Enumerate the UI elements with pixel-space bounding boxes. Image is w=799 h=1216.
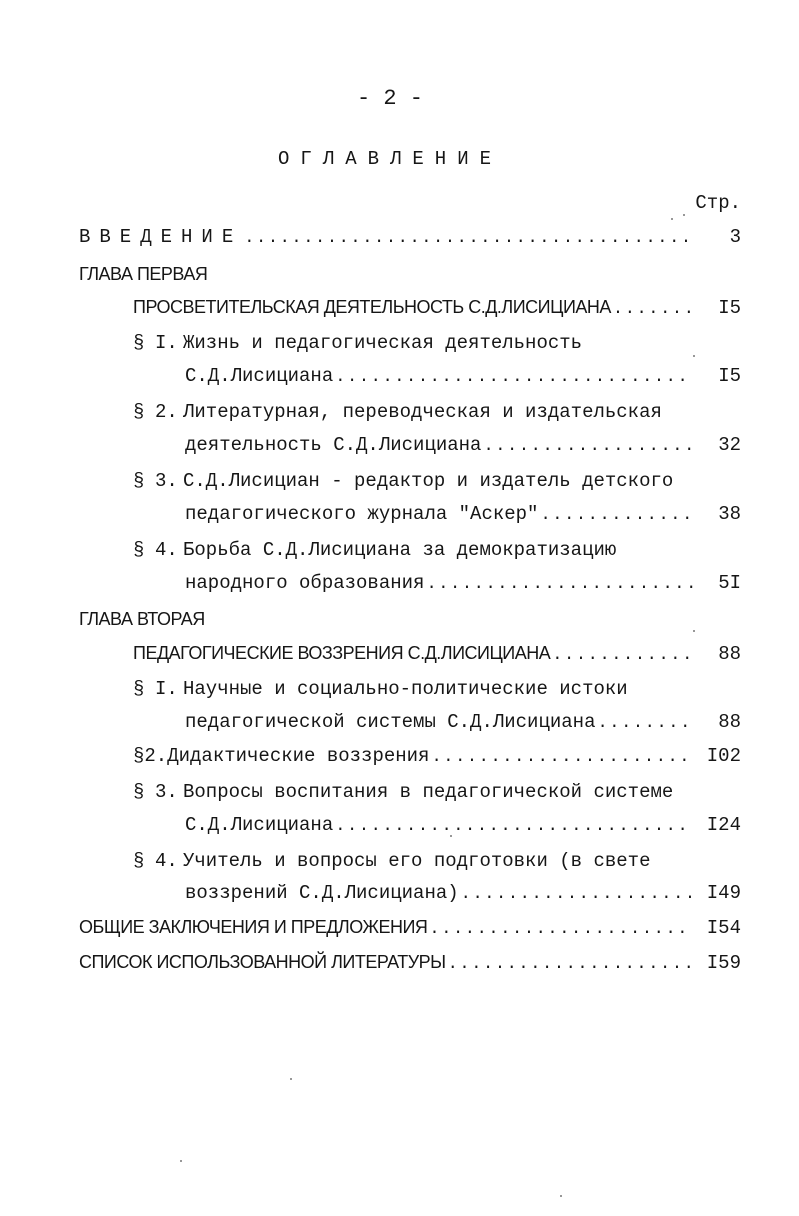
section-title: Вопросы воспитания в педагогической системе: [183, 781, 674, 803]
toc-section-continuation[interactable]: [185, 713, 741, 732]
toc-section-continuation[interactable]: [185, 574, 741, 593]
dot-leader: [431, 749, 693, 766]
dot-leader: [426, 576, 693, 593]
toc-entry-chapter-2[interactable]: [133, 644, 741, 664]
toc-entry-page: I5: [718, 365, 741, 387]
section-number: 2.: [155, 401, 178, 423]
section-title: Учитель и вопросы его подготовки (в свете: [183, 850, 651, 872]
dot-leader: [597, 715, 693, 732]
scan-speck: [290, 1078, 292, 1080]
section-sign: §: [133, 332, 145, 354]
toc-entry-page: 32: [718, 434, 741, 456]
chapter-heading: ГЛАВА ВТОРАЯ: [79, 609, 205, 629]
toc-section-heading[interactable]: [133, 678, 628, 700]
toc-entry-page: I24: [706, 814, 741, 836]
section-sign: §: [133, 470, 145, 492]
toc-section-heading[interactable]: [133, 332, 582, 354]
toc-entry-page: 3: [729, 226, 741, 248]
toc-entry-title: С.Д.Лисициана: [185, 365, 334, 387]
scan-speck: [450, 835, 452, 837]
section-sign: §: [133, 401, 145, 423]
dot-leader: [540, 507, 693, 524]
section-sign: §: [133, 850, 145, 872]
dot-leader: [244, 230, 693, 247]
toc-entry-page: I49: [706, 882, 741, 904]
toc-entry-page: I59: [706, 952, 741, 974]
toc-entry-title: ПЕДАГОГИЧЕСКИЕ ВОЗЗРЕНИЯ С.Д.ЛИСИЦИАНА: [133, 643, 551, 663]
toc-entry-title: Дидактические воззрения: [167, 745, 430, 767]
chapter-heading: ГЛАВА ПЕРВАЯ: [79, 264, 208, 284]
toc-entry-title: педагогической системы С.Д.Лисициана: [185, 711, 596, 733]
toc-entry-page: I02: [706, 745, 741, 767]
toc-entry-page: I54: [706, 917, 741, 939]
toc-section-heading[interactable]: [133, 747, 741, 766]
toc-entry-title: С.Д.Лисициана: [185, 814, 334, 836]
toc-entry-introduction[interactable]: [79, 228, 741, 247]
toc-entry-page: 88: [718, 643, 741, 665]
section-title: Жизнь и педагогическая деятельность: [183, 332, 583, 354]
page-number: - 2 -: [356, 86, 423, 111]
toc-section-continuation[interactable]: [185, 505, 741, 524]
toc-entry-page: 88: [718, 711, 741, 733]
section-number: 3.: [155, 781, 178, 803]
toc-entry-page: I5: [718, 297, 741, 319]
toc-entry-title: ОБЩИЕ ЗАКЛЮЧЕНИЯ И ПРЕДЛОЖЕНИЯ: [79, 917, 428, 937]
section-title: Борьба С.Д.Лисициана за демократизацию: [183, 539, 617, 561]
page-column-label: Стр.: [695, 192, 741, 214]
section-title: С.Д.Лисициан - редактор и издатель детского: [183, 470, 674, 492]
toc-section-continuation[interactable]: [185, 816, 741, 835]
section-sign: §: [133, 539, 145, 561]
toc-entry-chapter-1[interactable]: [133, 298, 741, 318]
toc-section-continuation[interactable]: [185, 367, 741, 386]
dot-leader: [335, 369, 693, 386]
toc-entry-title: ВВЕДЕНИЕ: [79, 226, 243, 248]
scan-speck: [693, 355, 695, 357]
section-number: 3.: [155, 470, 178, 492]
toc-entry-page: 38: [718, 503, 741, 525]
page-title: ОГЛАВЛЕНИЕ: [277, 148, 503, 170]
toc-entry-bibliography[interactable]: [79, 953, 741, 973]
toc-entry-title: деятельность С.Д.Лисициана: [185, 434, 482, 456]
scan-speck: [560, 1195, 562, 1197]
dot-leader: [552, 647, 693, 664]
dot-leader: [335, 818, 693, 835]
section-number: 4.: [155, 539, 178, 561]
toc-entry-title: народного образования: [185, 572, 425, 594]
toc-section-heading[interactable]: [133, 781, 673, 803]
toc-section-heading[interactable]: [133, 850, 650, 872]
dot-leader: [461, 886, 693, 903]
dot-leader: [613, 301, 693, 318]
toc-entry-page: 5I: [718, 572, 741, 594]
scan-speck: [180, 1160, 182, 1162]
toc-entry-title: педагогического журнала "Аскер": [185, 503, 539, 525]
section-number: I.: [155, 678, 178, 700]
toc-section-continuation[interactable]: [185, 884, 741, 903]
toc-entry-title: воззрений С.Д.Лисициана): [185, 882, 459, 904]
section-title: Научные и социально-политические истоки: [183, 678, 628, 700]
toc-section-heading[interactable]: [133, 470, 673, 492]
scan-speck: [683, 214, 685, 216]
toc-section-heading[interactable]: [133, 401, 662, 423]
scan-speck: [671, 218, 673, 220]
section-number: 2.: [144, 745, 168, 767]
section-sign: §: [133, 781, 145, 803]
toc-entry-conclusions[interactable]: [79, 918, 741, 938]
section-sign: §: [133, 678, 145, 700]
section-sign: §: [133, 745, 145, 767]
dot-leader: [448, 956, 693, 973]
toc-entry-title: СПИСОК ИСПОЛЬЗОВАННОЙ ЛИТЕРАТУРЫ: [79, 952, 446, 972]
dot-leader: [429, 921, 693, 938]
section-number: 4.: [155, 850, 178, 872]
toc-section-continuation[interactable]: [185, 436, 741, 455]
section-title: Литературная, переводческая и издательская: [183, 401, 662, 423]
section-number: I.: [155, 332, 178, 354]
toc-section-heading[interactable]: [133, 539, 616, 561]
scan-speck: [693, 630, 695, 632]
toc-entry-title: ПРОСВЕТИТЕЛЬСКАЯ ДЕЯТЕЛЬНОСТЬ С.Д.ЛИСИЦИАНА: [133, 297, 611, 317]
dot-leader: [483, 438, 693, 455]
